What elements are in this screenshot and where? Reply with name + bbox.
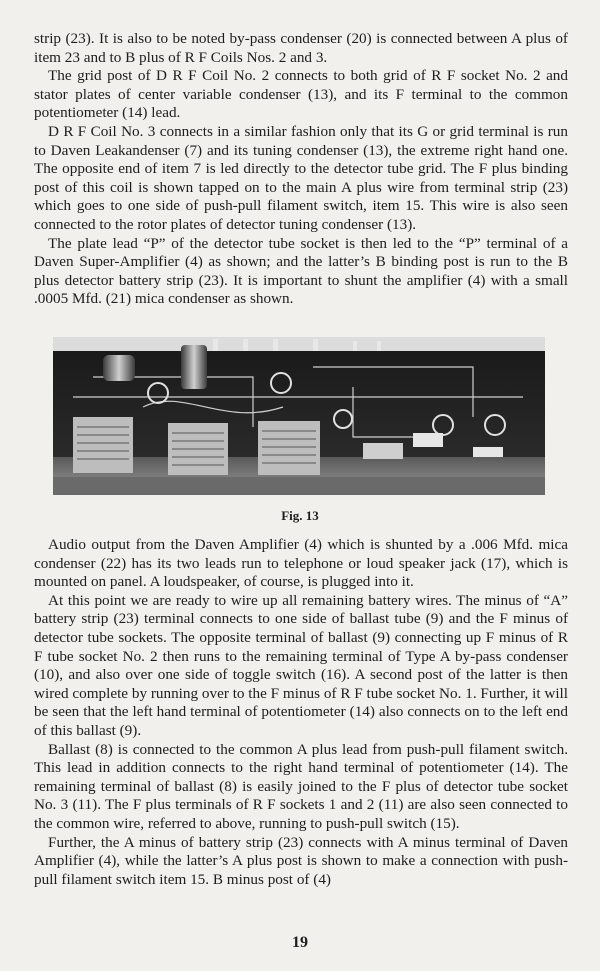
paragraph: Ballast (8) is connected to the common A plus lead from push-pull filament switch. This lead in addition connects to the right hand terminal of potentiometer (14). The remaining terminal of ballast (8) is easily joined to the F plus of detector tube socket No. 3 (11). The F plus terminals of R F sockets 1 and 2 (11) are also seen connected to the common wire, referred to above, running to push-pull switch (15). <box>34 740 568 832</box>
paragraph: The plate lead “P” of the detector tube socket is then led to the “P” terminal of a Daven Super-Amplifier (4) as shown; and the latter’s B binding post is run to the B plus detector battery strip (23). It is important to shunt the amplifier (4) with a small .0005 Mfd. (21) mica condenser as shown. <box>34 234 568 308</box>
paragraph: Audio output from the Daven Amplifier (4) which is shunted by a .006 Mfd. mica condenser (22) has its two leads run to telephone or loud speaker jack (17), which is mounted on panel. A loudspeaker, of course, is plugged into it. <box>34 536 568 591</box>
paragraph: Further, the A minus of battery strip (23) connects with A minus terminal of Daven Amplifier (4), while the latter’s A plus post is shown to make a connection with push-pull filament switch item 15. B minus post of (4) <box>34 833 568 888</box>
paragraph: The grid post of D R F Coil No. 2 connects to both grid of R F socket No. 2 and stator plates of center variable condenser (13), and its F terminal to the common potentiometer (14) lead. <box>34 67 568 122</box>
radio-receiver-photo <box>53 337 545 495</box>
paragraph: strip (23). It is also to be noted by-pass condenser (20) is connected between A plus of item 23 and to B plus of R F Coils Nos. 2 and 3. <box>34 30 568 66</box>
page-number: 19 <box>292 934 308 951</box>
paragraph: D R F Coil No. 3 connects in a similar fashion only that its G or grid terminal is run to Daven Leakandenser (7) and its tuning condenser (13), the extreme right hand one. The opposite end of item 7 is led directly to the detector tube grid. The F plus binding post of this coil is shown tapped on to the main A plus wire from terminal strip (23) which goes to one side of push-pull filament switch, item 15. This wire is also seen connected to the rotor plates of detector tuning condenser (13). <box>34 122 568 233</box>
paragraph: At this point we are ready to wire up all remaining battery wires. The minus of “A” battery strip (23) terminal connects to one side of ballast tube (9) and the F minus of detector tube sockets. The opposite terminal of ballast (9) connecting up F minus of R F tube socket No. 2 then runs to the remaining terminal of Type A by-pass condenser (10), and also over one side of toggle switch (16). A second post of the latter is then wired complete by running over to the F minus of R F tube socket No. 1. Further, it will be seen that the left hand terminal of potentiometer (14) also connects on to the left end of this ballast (9). <box>34 591 568 739</box>
bottom-text-block <box>34 536 568 889</box>
top-text-block <box>34 30 568 309</box>
figure-caption: Fig. 13 <box>281 508 319 523</box>
